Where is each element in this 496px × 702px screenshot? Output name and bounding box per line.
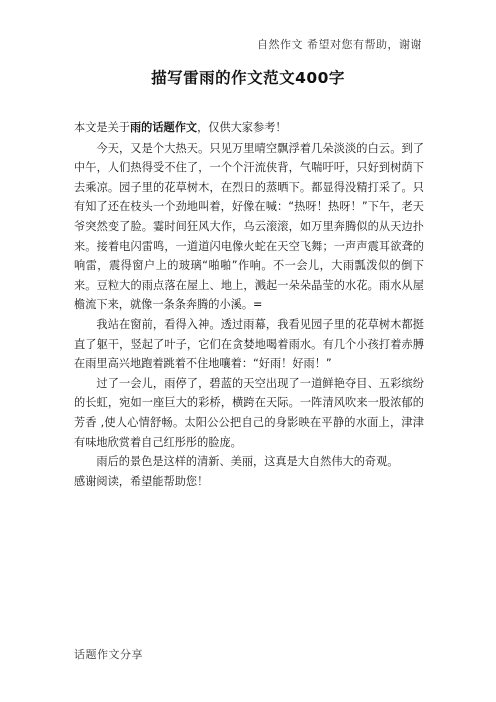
footer-note: 话题作文分享 bbox=[74, 648, 143, 661]
header-note: 自然作文 希望对您有帮助，谢谢 bbox=[257, 38, 422, 51]
paragraph-2: 我站在窗前，看得入神。透过雨幕，我看见园子里的花草树木都挺直了躯干，竖起了叶子，它们在贪婪地喝着雨水。有几个小孩打着赤膊在雨里高兴地跑着跳着不住地嚷着：“好雨！好雨！” bbox=[74, 317, 424, 371]
intro-line bbox=[74, 118, 424, 138]
intro-keyword: 雨的话题作文 bbox=[129, 121, 198, 134]
paragraph-4: 雨后的景色是这样的清新、美丽，这真是大自然伟大的奇观。 bbox=[96, 455, 399, 469]
intro-suffix: ，仅供大家参考！ bbox=[197, 121, 287, 134]
article-body bbox=[74, 118, 424, 491]
closing-line: 感谢阅读，希望能帮助您！ bbox=[74, 474, 209, 488]
paragraph-1: 今天，又是个大热天。只见万里晴空飘浮着几朵淡淡的白云。到了中午，人们热得受不住了，一个个汗流侠背，气喘吁吁，只好到树荫下去乘凉。园子里的花草树木，在烈日的蒸晒下。都显得没精打采了。只有知了还在枝头一个劲地叫着，好像在喊：“热呀！热呀！”下午，老天爷突然变了脸。霎时间狂风大作，乌云滚滚，如万里奔腾似的从天边扑来。接着电闪雷鸣，一道道闪电像火蛇在天空飞舞；一声声震耳欲聋的响雷，震得窗户上的玻璃“啪啪”作响。不一会儿，大雨瓢泼似的倒下来。豆粒大的雨点落在屋上、地上，溅起一朵朵晶莹的水花。雨水从屋檐流下来，就像一条条奔腾的小溪。= bbox=[74, 141, 424, 312]
intro-prefix: 本文是关于 bbox=[74, 121, 130, 134]
paragraph-3: 过了一会儿，雨停了，碧蓝的天空出现了一道鲜艳夺目、五彩缤纷的长虹，宛如一座巨大的彩桥，横跨在天际。一阵清风吹来一股浓郁的芳香 ,使人心情舒畅。太阳公公把自己的身影映在平静的水面上，津津有味地欣赏着自己红彤彤的脸庞。 bbox=[74, 376, 424, 449]
page-title: 描写雷雨的作文范文400字 bbox=[151, 69, 345, 87]
